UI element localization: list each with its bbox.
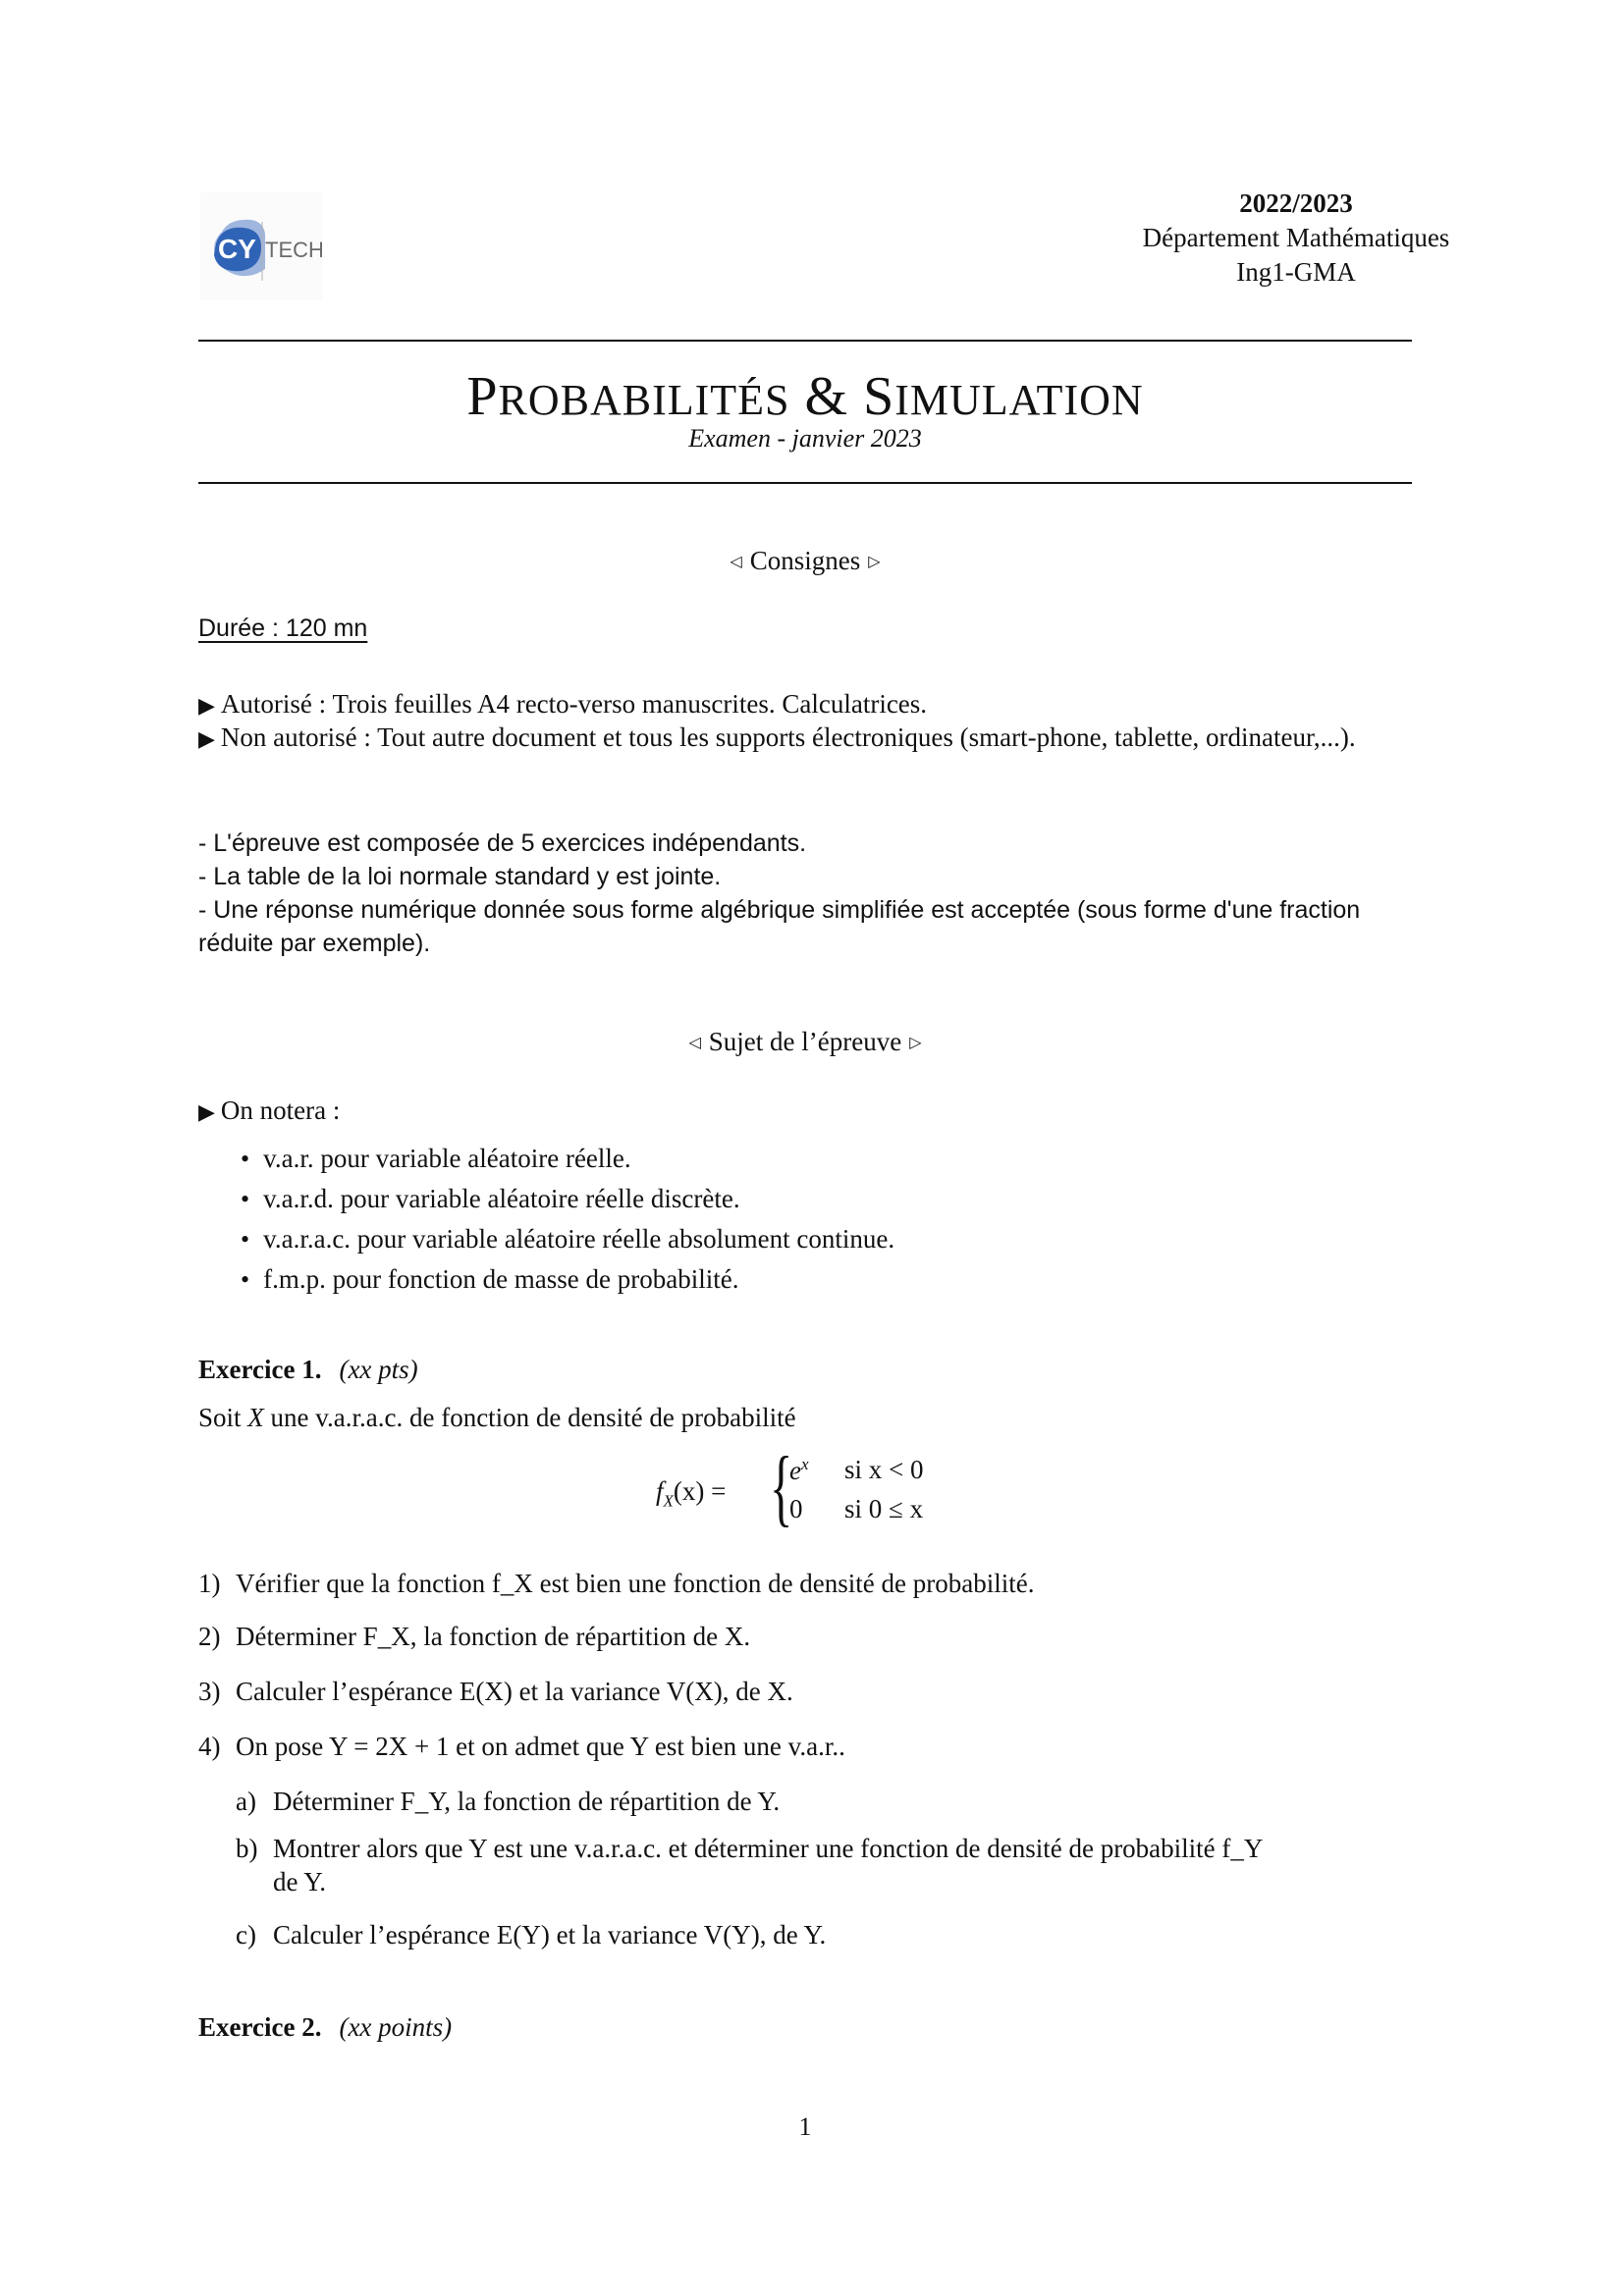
question-number: 1)	[198, 1569, 221, 1598]
subquestion-letter: b)	[236, 1834, 258, 1863]
intro-variable: X	[247, 1403, 264, 1432]
authorized-text: Trois feuilles A4 recto-verso manuscrites. Calculatrices.	[332, 689, 928, 719]
subquestion-letter: a)	[236, 1787, 256, 1816]
formula-case-2	[789, 1494, 924, 1524]
question-number: 2)	[198, 1622, 221, 1651]
formula-arg: (x) =	[673, 1476, 727, 1506]
intro-text: Soit	[198, 1403, 242, 1432]
question-3	[198, 1677, 793, 1707]
title-letter: P	[466, 366, 499, 427]
consignes-heading	[198, 546, 1412, 576]
title-ampersand: &	[804, 366, 849, 427]
authorized-line	[198, 687, 1412, 722]
program: Ing1-GMA	[1236, 257, 1356, 287]
triangle-left-icon: ◁	[730, 554, 742, 570]
question-4	[198, 1732, 845, 1762]
subquestion-letter: c)	[236, 1920, 256, 1949]
formula-f: f	[656, 1476, 664, 1506]
question-text: Calculer l’espérance E(X) et la variance V(X), de X.	[236, 1677, 793, 1706]
academic-year: 2022/2023	[1239, 188, 1353, 218]
formula-lhs	[656, 1476, 726, 1511]
title-word: ROBABILITÉS	[498, 376, 790, 424]
question-text: Vérifier que la fonction f_X est bien une fonction de densité de probabilité.	[236, 1569, 1035, 1598]
note-item: - Une réponse numérique donnée sous forme algébrique simplifiée est acceptée (sous forme d'une fraction réduite par exemple).	[198, 896, 1361, 957]
not-authorized-text: Tout autre document et tous les supports électroniques (smart-phone, tablette, ordinateur,...).	[377, 722, 1356, 752]
subquestion-continuation: de Y.	[273, 1867, 326, 1896]
left-brace-icon: {	[770, 1440, 793, 1535]
cytech-logo-mark	[200, 192, 322, 300]
case-exponent: x	[800, 1455, 809, 1473]
exercise-1-heading	[198, 1355, 418, 1385]
intro-text: une v.a.r.a.c. de fonction de densité de probabilité	[270, 1403, 796, 1432]
formula-case-1	[789, 1455, 924, 1486]
abbreviation-list	[241, 1139, 894, 1300]
arrow-bullet-icon: ▶	[198, 726, 215, 751]
triangle-right-icon: ▷	[909, 1035, 922, 1051]
abbreviation-item: • f.m.p. pour fonction de masse de probabilité.	[241, 1259, 894, 1300]
subquestion-a	[236, 1787, 1412, 1817]
arrow-bullet-icon: ▶	[198, 693, 215, 718]
notation-intro-text: On notera :	[220, 1095, 341, 1125]
notation-intro	[198, 1095, 340, 1126]
title-rule-top	[198, 340, 1412, 342]
question-text: On pose Y = 2X + 1 et on admet que Y est bien une v.a.r..	[236, 1732, 845, 1761]
document-subtitle: Examen - janvier 2023	[688, 424, 922, 453]
exercise-1-label: Exercice 1.	[198, 1355, 322, 1384]
question-number: 4)	[198, 1732, 221, 1761]
case-value: e	[789, 1456, 801, 1485]
note-item: - La table de la loi normale standard y est jointe.	[198, 863, 722, 890]
exercise-1-intro	[198, 1403, 796, 1433]
exercise-2-label: Exercice 2.	[198, 2012, 322, 2042]
svg-text:TECH: TECH	[265, 238, 322, 262]
svg-text:CY: CY	[218, 234, 256, 264]
question-2	[198, 1622, 750, 1652]
subquestion-text: Montrer alors que Y est une v.a.r.a.c. et déterminer une fonction de densité de probabilité f_Y	[273, 1834, 1264, 1863]
department: Département Mathématiques	[1142, 223, 1450, 252]
question-text: Déterminer F_X, la fonction de répartition de X.	[236, 1622, 751, 1651]
case-value: 0	[789, 1494, 803, 1523]
header-info	[943, 187, 1624, 290]
triangle-left-icon: ◁	[688, 1035, 701, 1051]
case-condition: si 0 ≤ x	[844, 1494, 924, 1523]
question-number: 3)	[198, 1677, 221, 1706]
exam-notes	[198, 827, 1412, 960]
page-number: 1	[798, 2112, 812, 2141]
subquestion-b	[236, 1832, 1412, 1898]
not-authorized-line	[198, 721, 1412, 756]
abbreviation-item: • v.a.r. pour variable aléatoire réelle.	[241, 1139, 894, 1179]
exercise-2-points: (xx points)	[339, 2012, 453, 2042]
consignes-heading-text: Consignes	[749, 546, 861, 575]
sujet-heading	[198, 1027, 1412, 1057]
sujet-heading-text: Sujet de l’épreuve	[708, 1027, 902, 1056]
not-authorized-label: Non autorisé :	[220, 722, 371, 752]
case-condition: si x < 0	[844, 1455, 924, 1484]
abbreviation-item: • v.a.r.a.c. pour variable aléatoire réelle absolument continue.	[241, 1219, 894, 1259]
document-title	[198, 365, 1412, 432]
subquestion-text: Déterminer F_Y, la fonction de répartition de Y.	[273, 1787, 781, 1816]
title-letter: S	[863, 366, 895, 427]
exercise-2-heading	[198, 2012, 452, 2043]
triangle-right-icon: ▷	[868, 554, 881, 570]
cytech-logo	[200, 192, 322, 300]
subquestion-text: Calculer l’espérance E(Y) et la variance V(Y), de Y.	[273, 1920, 827, 1949]
question-1	[198, 1569, 1034, 1599]
authorized-label: Autorisé :	[220, 689, 327, 719]
formula-sub: X	[663, 1491, 674, 1511]
arrow-bullet-icon: ▶	[198, 1099, 215, 1124]
duration: Durée : 120 mn	[198, 614, 368, 642]
note-item: - L'épreuve est composée de 5 exercices indépendants.	[198, 829, 807, 857]
title-word: IMULATION	[894, 376, 1144, 424]
exercise-1-points: (xx pts)	[339, 1355, 418, 1384]
title-rule-bottom	[198, 482, 1412, 484]
abbreviation-item: • v.a.r.d. pour variable aléatoire réelle discrète.	[241, 1179, 894, 1219]
subquestion-c	[236, 1920, 1412, 1950]
